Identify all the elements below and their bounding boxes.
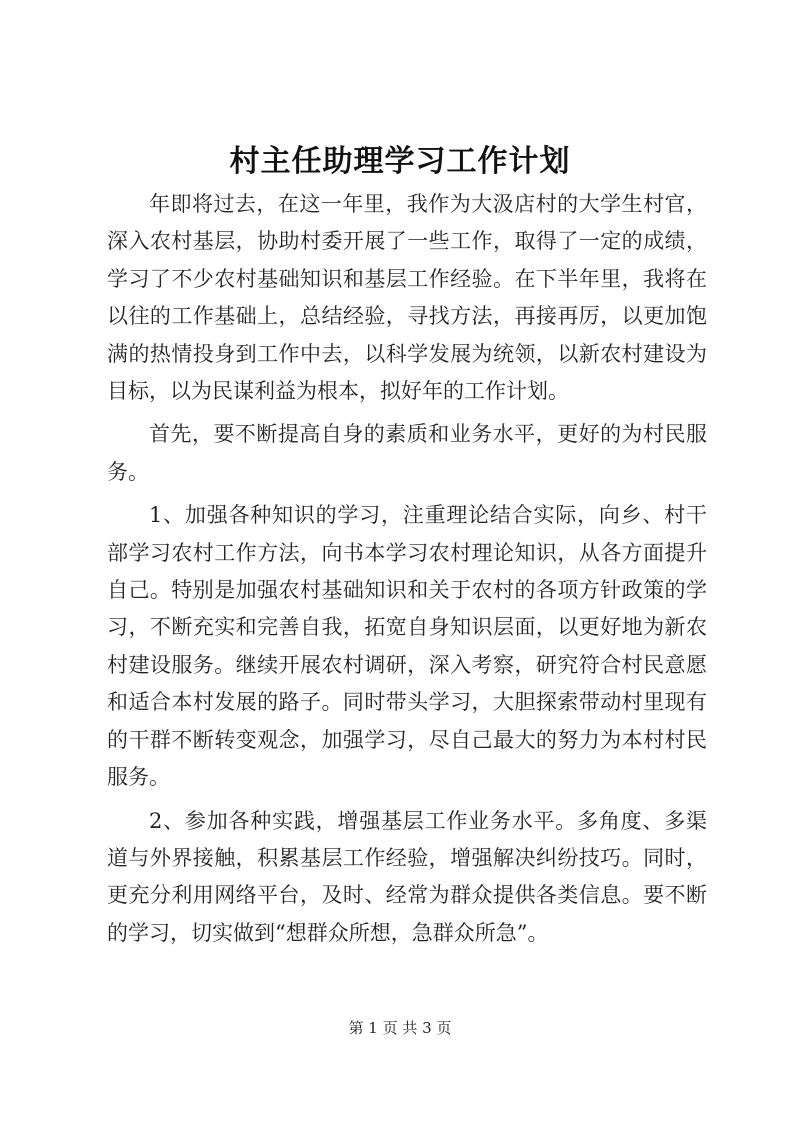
document-title: 村主任助理学习工作计划 [229, 144, 571, 179]
paragraph-first-point: 首先，要不断提高自身的素质和业务水平，更好的为村民服务。 [107, 422, 707, 484]
page-footer: 第 1 页 共 3 页 [348, 1019, 452, 1037]
paragraph-intro: 年即将过去，在这一年里，我作为大汲店村的大学生村官，深入农村基层，协助村委开展了一些工作，取得了一定的成绩，学习了不少农村基础知识和基层工作经验。在下半年里，我将在以往的工作基础上，总结经验，寻找方法，再接再厉，以更加饱满的热情投身到工作中去，以科学发展为统领，以新农村建设为目标，以为民谋利益为根本，拟好年的工作计划。 [107, 192, 707, 404]
paragraph-item-2: 2、参加各种实践，增强基层工作业务水平。多角度、多渠道与外界接触，积累基层工作经验，增强解决纠纷技巧。同时，更充分利用网络平台，及时、经常为群众提供各类信息。要不断的学习，切实做到“想群众所想，急群众所急”。 [107, 808, 707, 945]
document-body [107, 186, 707, 958]
paragraph-item-1: 1、加强各种知识的学习，注重理论结合实际，向乡、村干部学习农村工作方法，向书本学习农村理论知识，从各方面提升自己。特别是加强农村基础知识和关于农村的各项方针政策的学习，不断充实和完善自我，拓宽自身知识层面，以更好地为新农村建设服务。继续开展农村调研，深入考察，研究符合村民意愿和适合本村发展的路子。同时带头学习，大胆探索带动村里现有的干群不断转变观念，加强学习，尽自己最大的努力为本村村民服务。 [107, 503, 707, 790]
